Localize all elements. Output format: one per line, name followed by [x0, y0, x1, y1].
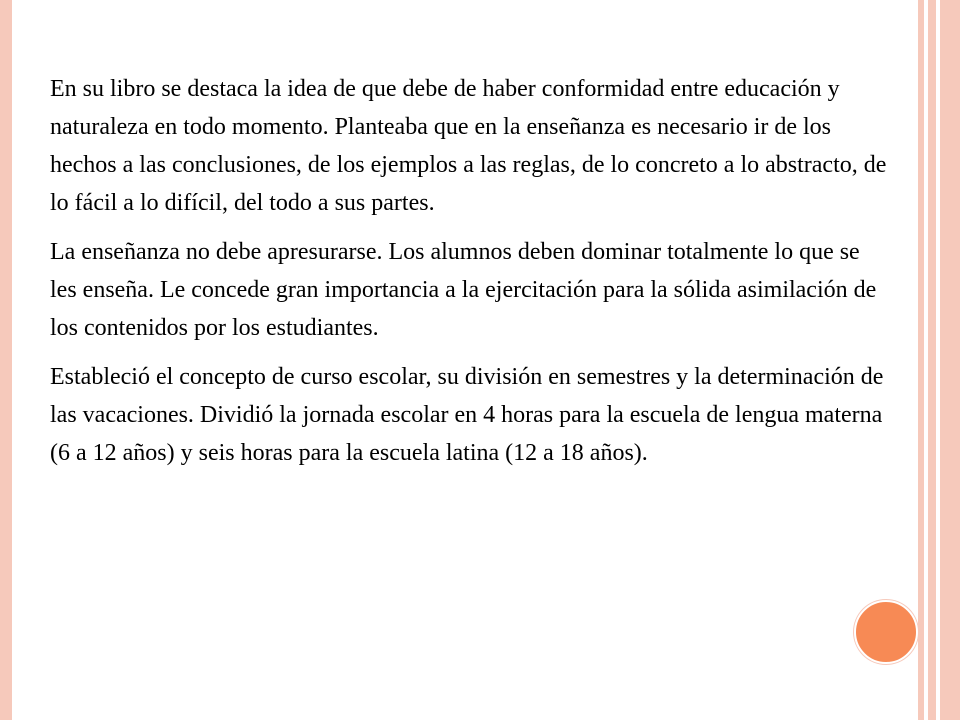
border-stripe	[940, 0, 960, 720]
left-border-decoration	[0, 0, 12, 720]
slide-body	[50, 70, 890, 483]
paragraph-school-year: Estableció el concepto de curso escolar, su división en semestres y la determinación de las vacaciones. Dividió la jornada escolar en 4 horas para la escuela de lengua materna (6 a 12 años) y seis horas para la escuela latina (12 a 18 años).	[50, 364, 884, 466]
paragraph-teaching-pace: La enseñanza no debe apresurarse. Los alumnos deben dominar totalmente lo que se les enseña. Le concede gran importancia a la ejercitación para la sólida asimilación de los contenidos por los estudiantes.	[50, 239, 877, 341]
decorative-circle	[854, 600, 918, 664]
right-border-decoration	[918, 0, 960, 720]
border-stripe	[928, 0, 936, 720]
paragraph-conformity: En su libro se destaca la idea de que debe de haber conformidad entre educación y naturaleza en todo momento. Planteaba que en la enseñanza es necesario ir de los hechos a las conclusiones, de los ejemplos a las reglas, de lo concreto a lo abstracto, de lo fácil a lo difícil, del todo a sus partes.	[50, 76, 887, 216]
